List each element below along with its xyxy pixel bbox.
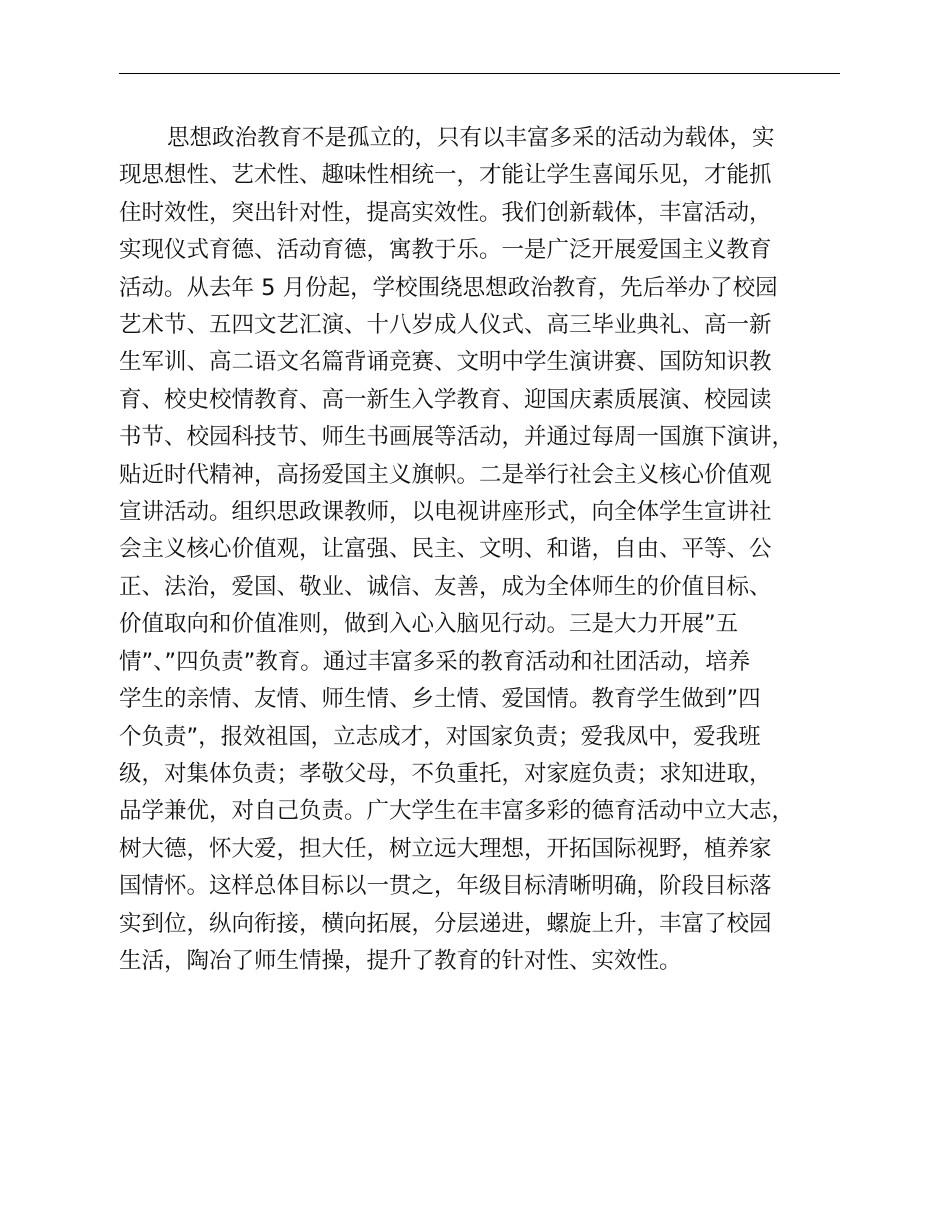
- paragraph-line: 住时效性，突出针对性，提高实效性。我们创新载体，丰富活动，: [119, 199, 772, 226]
- paragraph-line: 育、校史校情教育、高一新生入学教育、迎国庆素质展演、校园读: [119, 386, 772, 413]
- paragraph-line: 艺术节、五四文艺汇演、十八岁成人仪式、高三毕业典礼、高一新: [119, 312, 772, 339]
- paragraph-line: 价值取向和价值准则，做到入心入脑见行动。三是大力开展”五: [119, 611, 739, 638]
- paragraph-line: 宣讲活动。组织思政课教师，以电视讲座形式，向全体学生宣讲社: [119, 499, 772, 526]
- paragraph-line: 生活，陶冶了师生情操，提升了教育的针对性、实效性。: [119, 947, 682, 974]
- paragraph-line: 会主义核心价值观，让富强、民主、文明、和谐，自由、平等、公: [119, 536, 772, 563]
- header-rule: [119, 73, 840, 74]
- paragraph-line: 现思想性、艺术性、趣味性相统一，才能让学生喜闻乐见，才能抓: [119, 162, 772, 189]
- paragraph-line: 实现仪式育德、活动育德，寓教于乐。一是广泛开展爱国主义教育: [119, 237, 772, 264]
- paragraph-line: 思想政治教育不是孤立的，只有以丰富多采的活动为载体，实: [167, 125, 775, 151]
- paragraph-line: 品学兼优，对自己负责。广大学生在丰富多彩的德育活动中立大志，: [119, 798, 795, 825]
- paragraph-line: 个负责”，报效祖国，立志成才，对国家负责；爱我凤中，爱我班: [119, 723, 761, 750]
- paragraph-line: 学生的亲情、友情、师生情、乡土情、爱国情。教育学生做到”四: [119, 686, 761, 713]
- paragraph-line: 级，对集体负责；孝敬父母，不负重托，对家庭负责；求知进取，: [119, 760, 772, 787]
- paragraph-line: 正、法治，爱国、敬业、诚信、友善，成为全体师生的价值目标、: [119, 573, 772, 600]
- body-paragraph: [119, 120, 864, 980]
- paragraph-line: 生军训、高二语文名篇背诵竞赛、文明中学生演讲赛、国防知识教: [119, 349, 772, 376]
- paragraph-line: 实到位，纵向衔接，横向拓展，分层递进，螺旋上升，丰富了校园: [119, 910, 772, 937]
- paragraph-line: 情”、”四负责”教育。通过丰富多采的教育活动和社团活动，培养: [119, 648, 751, 675]
- paragraph-line: 书节、校园科技节、师生书画展等活动，并通过每周一国旗下演讲，: [119, 424, 795, 451]
- paragraph-line: 树大德，怀大爱，担大任，树立远大理想，开拓国际视野，植养家: [119, 835, 772, 862]
- paragraph-line: 国情怀。这样总体目标以一贯之，年级目标清晰明确，阶段目标落: [119, 873, 772, 900]
- paragraph-line: 活动。从去年 5 月份起，学校围绕思想政治教育，先后举办了校园: [119, 274, 778, 301]
- paragraph-line: 贴近时代精神，高扬爱国主义旗帜。二是举行社会主义核心价值观: [119, 461, 772, 488]
